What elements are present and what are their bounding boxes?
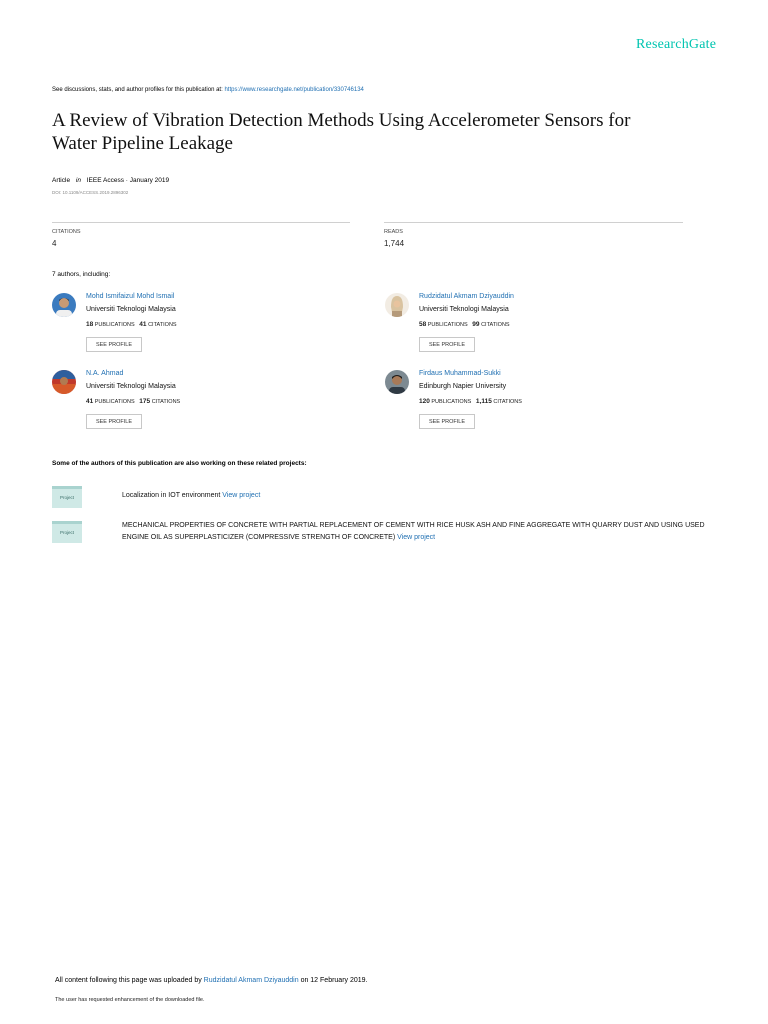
- project-text: [122, 490, 260, 502]
- publications-label: PUBLICATIONS: [427, 322, 468, 328]
- publication-url-link[interactable]: https://www.researchgate.net/publication/330746134: [224, 87, 364, 93]
- in-word: in: [75, 177, 81, 184]
- author-name-link[interactable]: N.A. Ahmad: [86, 370, 124, 377]
- view-project-link[interactable]: View project: [222, 492, 261, 499]
- project-title-line2: ENGINE OIL AS SUPERPLASTICIZER (COMPRESSIVE STRENGTH OF CONCRETE): [122, 534, 396, 541]
- see-profile-button[interactable]: SEE PROFILE: [86, 414, 142, 429]
- publications-label: PUBLICATIONS: [431, 399, 472, 405]
- journal-date: IEEE Access · January 2019: [86, 177, 170, 184]
- project-item: [52, 484, 732, 510]
- paper-title-line2: Water Pipeline Leakage: [52, 133, 233, 154]
- citations-label: CITATIONS: [493, 399, 522, 405]
- see-profile-button[interactable]: SEE PROFILE: [86, 337, 142, 352]
- paper-title: [52, 109, 732, 155]
- author-stats: [419, 398, 522, 405]
- author-stats: [86, 398, 180, 405]
- author-stats: [419, 321, 510, 328]
- author-card: [385, 293, 685, 355]
- project-icon: [52, 486, 82, 508]
- discussion-line: [52, 87, 364, 93]
- upload-note: [55, 977, 368, 984]
- view-project-link[interactable]: View project: [397, 534, 436, 541]
- citations-label: CITATIONS: [481, 322, 510, 328]
- project-icon-label: Project: [59, 495, 74, 500]
- project-icon-label: Project: [59, 530, 74, 535]
- article-meta: [52, 177, 169, 184]
- divider-citations: [52, 222, 350, 223]
- citations-count: 175: [139, 398, 151, 405]
- see-profile-button[interactable]: SEE PROFILE: [419, 414, 475, 429]
- citations-count: 1,115: [475, 398, 492, 405]
- authors-heading: 7 authors, including:: [52, 271, 111, 278]
- author-card: [52, 293, 352, 355]
- see-profile-button[interactable]: SEE PROFILE: [419, 337, 475, 352]
- divider-reads: [384, 222, 683, 223]
- publications-count: 18: [86, 321, 94, 328]
- citations-label: CITATIONS: [151, 399, 181, 405]
- project-title-line2-row: [122, 532, 732, 544]
- publications-label: PUBLICATIONS: [94, 322, 135, 328]
- reads-label: READS: [384, 229, 403, 235]
- author-name-link[interactable]: Firdaus Muhammad-Sukki: [419, 370, 501, 377]
- doi: DOI: 10.1109/ACCESS.2019.2896302: [52, 190, 129, 195]
- discussion-prefix: See discussions, stats, and author profiles for this publication at:: [52, 87, 223, 93]
- publications-count: 58: [419, 321, 427, 328]
- upload-suffix: on 12 February 2019.: [300, 977, 368, 984]
- project-icon: [52, 521, 82, 543]
- article-type: Article: [52, 177, 71, 184]
- project-title-line1: MECHANICAL PROPERTIES OF CONCRETE WITH PARTIAL REPLACEMENT OF CEMENT WITH RICE HUSK ASH AND FINE AGGREGATE WITH QUARRY DUST AND USING USED: [122, 522, 705, 529]
- citations-value: 4: [52, 239, 57, 248]
- citations-label: CITATIONS: [52, 229, 81, 235]
- publications-count: 41: [86, 398, 94, 405]
- avatar[interactable]: [52, 370, 76, 394]
- reads-value: 1,744: [384, 239, 405, 248]
- author-name-link[interactable]: Mohd Ismifaizul Mohd Ismail: [86, 293, 175, 300]
- author-institution: Universiti Teknologi Malaysia: [419, 306, 509, 313]
- author-card: [385, 370, 685, 432]
- publications-label: PUBLICATIONS: [94, 399, 135, 405]
- author-institution: Universiti Teknologi Malaysia: [86, 383, 176, 390]
- researchgate-logo[interactable]: ResearchGate: [636, 37, 717, 52]
- citations-count: 41: [139, 321, 147, 328]
- avatar[interactable]: [385, 293, 409, 317]
- paper-title-line1: A Review of Vibration Detection Methods Using Accelerometer Sensors for: [52, 110, 631, 131]
- avatar[interactable]: [52, 293, 76, 317]
- avatar[interactable]: [385, 370, 409, 394]
- publications-count: 120: [419, 398, 430, 405]
- author-name-link[interactable]: Rudzidatul Akmam Dziyauddin: [419, 293, 514, 300]
- author-card: [52, 370, 352, 432]
- project-title: Localization in IOT environment: [122, 492, 221, 499]
- upload-prefix: All content following this page was uploaded by: [55, 977, 202, 984]
- project-item: [52, 518, 732, 548]
- enhancement-note: The user has requested enhancement of the downloaded file.: [55, 997, 205, 1003]
- citations-count: 99: [472, 321, 480, 328]
- uploader-link[interactable]: Rudzidatul Akmam Dziyauddin: [203, 977, 299, 984]
- project-text: [122, 520, 732, 544]
- author-institution: Edinburgh Napier University: [419, 383, 507, 390]
- author-stats: [86, 321, 177, 328]
- author-institution: Universiti Teknologi Malaysia: [86, 306, 176, 313]
- citations-label: CITATIONS: [148, 322, 177, 328]
- projects-heading: Some of the authors of this publication are also working on these related projects:: [52, 460, 307, 467]
